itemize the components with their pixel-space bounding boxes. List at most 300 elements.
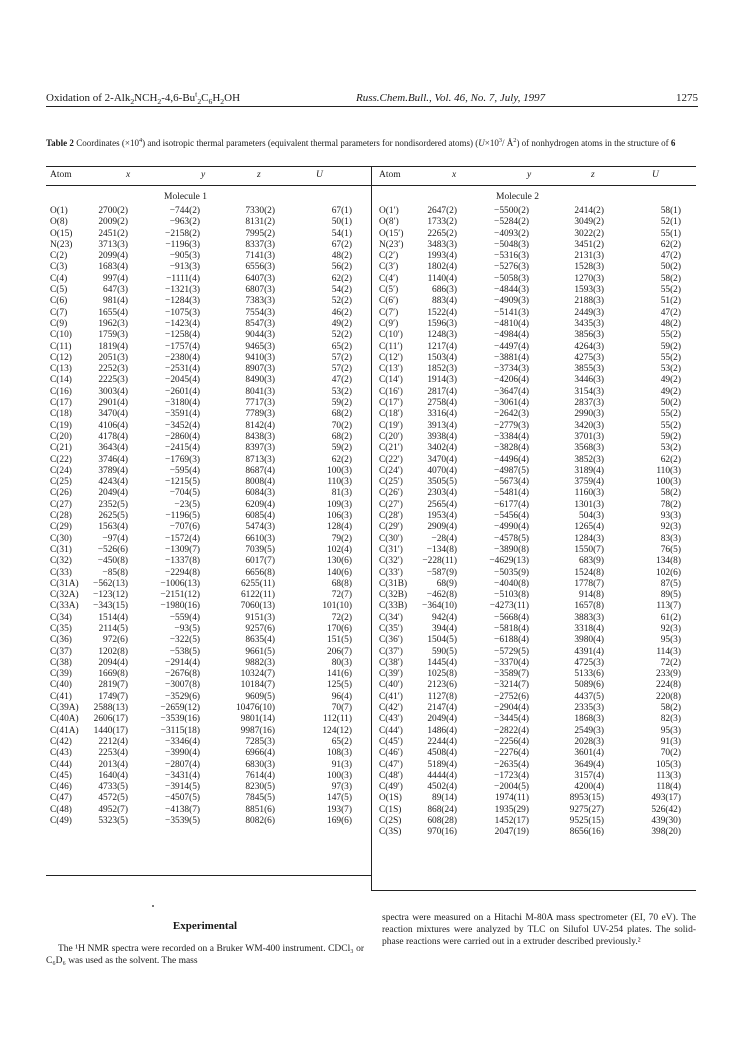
- cell-a: C(30): [50, 533, 72, 544]
- cell-z: 8713(3): [245, 454, 275, 465]
- cell-a: C(3S): [379, 827, 402, 838]
- cell-y: −5048(3): [494, 239, 529, 250]
- table-row: [50, 771, 370, 782]
- cell-z: 3189(4): [574, 465, 604, 476]
- cell-y: −3445(4): [494, 714, 529, 725]
- cell-z: 9044(3): [245, 330, 275, 341]
- cell-y: −4507(5): [165, 793, 200, 804]
- cell-a: C(5): [50, 285, 68, 296]
- cell-y: −3346(4): [165, 736, 200, 747]
- table-row: [50, 669, 370, 680]
- cell-z: 5474(3): [245, 522, 275, 533]
- cell-z: 7717(3): [245, 398, 275, 409]
- cell-a: C(38): [50, 657, 72, 668]
- cell-y: 1974(11): [494, 793, 529, 804]
- cell-x: 4070(4): [427, 465, 457, 476]
- cell-u: 62(2): [331, 273, 352, 284]
- cell-u: 55(2): [660, 409, 681, 420]
- cell-u: 141(6): [327, 669, 352, 680]
- cell-y: −5316(3): [494, 251, 529, 262]
- cell-z: 8008(4): [245, 477, 275, 488]
- cell-u: 72(7): [331, 590, 352, 601]
- table-row: [50, 601, 370, 612]
- cell-u: 59(2): [331, 398, 352, 409]
- cell-x: 1962(3): [98, 318, 128, 329]
- table-row: [379, 647, 699, 658]
- table-row: [50, 443, 370, 454]
- cell-y: −4273(11): [489, 601, 529, 612]
- cell-u: 151(5): [327, 635, 352, 646]
- cell-a: C(40A): [50, 714, 79, 725]
- cell-y: −2415(4): [165, 443, 200, 454]
- cell-x: 2049(4): [427, 714, 457, 725]
- cell-z: 8142(4): [245, 420, 275, 431]
- cell-x: 1852(3): [427, 364, 457, 375]
- table-row: [379, 760, 699, 771]
- cell-a: C(14): [50, 375, 72, 386]
- cell-a: C(26′): [379, 488, 403, 499]
- table-row: [50, 782, 370, 793]
- cell-u: 220(8): [656, 691, 681, 702]
- cell-z: 6255(11): [240, 578, 275, 589]
- cell-y: −2914(4): [165, 657, 200, 668]
- cell-z: 1868(3): [574, 714, 604, 725]
- table-row: [50, 579, 370, 590]
- cell-y: −2904(4): [494, 703, 529, 714]
- cell-u: 57(2): [331, 364, 352, 375]
- cell-a: C(39A): [50, 703, 79, 714]
- cell-y: −2642(3): [494, 409, 529, 420]
- cell-y: −3539(5): [165, 816, 200, 827]
- cell-z: 8547(3): [245, 318, 275, 329]
- cell-y: −2659(12): [160, 703, 200, 714]
- table-row: [379, 793, 699, 804]
- cell-z: 6407(3): [245, 273, 275, 284]
- cell-z: 7614(4): [245, 770, 275, 781]
- cell-z: 4391(4): [574, 646, 604, 657]
- cell-x: 970(16): [427, 827, 457, 838]
- cell-x: 394(4): [432, 623, 457, 634]
- cell-u: 54(2): [331, 285, 352, 296]
- cell-a: C(16): [50, 386, 72, 397]
- cell-x: 981(4): [103, 296, 128, 307]
- cell-z: 3883(3): [574, 612, 604, 623]
- cell-a: C(44′): [379, 725, 403, 736]
- cell-u: 72(2): [660, 657, 681, 668]
- cell-z: 8907(3): [245, 364, 275, 375]
- cell-x: 68(9): [436, 578, 457, 589]
- cell-x: 2758(4): [427, 398, 457, 409]
- cell-a: C(16′): [379, 386, 403, 397]
- table-bottom-rule-left: [46, 875, 371, 876]
- cell-x: 1504(5): [427, 635, 457, 646]
- table-row: [379, 398, 699, 409]
- cell-x: 1683(4): [98, 262, 128, 273]
- cell-a: C(7′): [379, 307, 399, 318]
- cell-u: 96(4): [331, 691, 352, 702]
- cell-x: 4444(4): [427, 770, 457, 781]
- cell-z: 2335(3): [574, 703, 604, 714]
- cell-u: 114(3): [656, 646, 681, 657]
- cell-y: −3431(4): [165, 770, 200, 781]
- cell-a: C(20): [50, 431, 72, 442]
- cell-y: −913(3): [169, 262, 200, 273]
- cell-x: 4243(4): [98, 477, 128, 488]
- cell-a: C(36′): [379, 635, 403, 646]
- cell-z: 3759(4): [574, 477, 604, 488]
- cell-y: −2531(4): [165, 364, 200, 375]
- cell-y: −4206(4): [494, 375, 529, 386]
- cell-z: 6807(3): [245, 285, 275, 296]
- table-row: [379, 387, 699, 398]
- table-row: [379, 364, 699, 375]
- cell-u: 52(2): [331, 330, 352, 341]
- cell-z: 3568(3): [574, 443, 604, 454]
- cell-u: 59(2): [660, 431, 681, 442]
- cell-z: 3022(2): [574, 228, 604, 239]
- cell-u: 72(2): [331, 612, 352, 623]
- cell-a: N(23′): [379, 239, 404, 250]
- cell-u: 52(2): [331, 296, 352, 307]
- cell-u: 108(3): [327, 748, 352, 759]
- cell-a: C(10): [50, 330, 72, 341]
- table-row: [379, 805, 699, 816]
- cell-x: 1217(4): [427, 341, 457, 352]
- cell-a: C(5′): [379, 285, 399, 296]
- col-atom-right: Atom: [379, 170, 401, 180]
- cell-u: 493(17): [651, 793, 681, 804]
- cell-u: 113(3): [656, 770, 681, 781]
- cell-a: C(39′): [379, 669, 403, 680]
- table-row: [379, 274, 699, 285]
- table-row: [50, 624, 370, 635]
- table-row: [379, 251, 699, 262]
- cell-a: C(48): [50, 804, 72, 815]
- cell-z: 7285(3): [245, 736, 275, 747]
- cell-x: 1127(8): [427, 691, 457, 702]
- cell-u: 147(5): [327, 793, 352, 804]
- table-row: [50, 714, 370, 725]
- molecule-1-rows: [50, 206, 370, 827]
- cell-y: −4909(3): [494, 296, 529, 307]
- cell-x: −343(15): [93, 601, 128, 612]
- cell-y: −2779(3): [494, 420, 529, 431]
- table-row: [379, 579, 699, 590]
- cell-a: C(42′): [379, 703, 403, 714]
- cell-z: 1284(3): [574, 533, 604, 544]
- cell-x: −28(4): [431, 533, 457, 544]
- cell-x: 4572(5): [98, 793, 128, 804]
- cell-x: 1522(4): [427, 307, 457, 318]
- cell-z: 3856(3): [574, 330, 604, 341]
- cell-z: 8438(3): [245, 431, 275, 442]
- cell-y: −4990(4): [494, 522, 529, 533]
- cell-x: −562(13): [93, 578, 128, 589]
- cell-y: −2276(4): [494, 748, 529, 759]
- cell-y: −5481(4): [494, 488, 529, 499]
- table-row: [379, 703, 699, 714]
- cell-u: 110(3): [656, 465, 681, 476]
- cell-x: 2588(13): [93, 703, 128, 714]
- cell-a: C(39): [50, 669, 72, 680]
- table-row: [50, 534, 370, 545]
- cell-x: −462(8): [426, 590, 457, 601]
- cell-x: −85(8): [102, 567, 128, 578]
- cell-z: 2188(3): [574, 296, 604, 307]
- table-row: [50, 590, 370, 601]
- cell-u: 193(7): [327, 804, 352, 815]
- table-row: [379, 443, 699, 454]
- table-row: [50, 387, 370, 398]
- cell-u: 48(2): [331, 251, 352, 262]
- cell-z: 1550(7): [574, 544, 604, 555]
- cell-y: −1075(3): [165, 307, 200, 318]
- cell-x: 2303(4): [427, 488, 457, 499]
- cell-z: 8687(4): [245, 465, 275, 476]
- table-row: [50, 274, 370, 285]
- table-row: [50, 760, 370, 771]
- table-row: [379, 488, 699, 499]
- cell-u: 70(2): [331, 420, 352, 431]
- table-row: [379, 624, 699, 635]
- cell-u: 65(2): [331, 736, 352, 747]
- cell-a: C(41A): [50, 725, 79, 736]
- cell-a: C(31′): [379, 544, 403, 555]
- header-page-number: 1275: [676, 92, 698, 104]
- cell-y: 1935(29): [494, 804, 529, 815]
- cell-a: O(15): [50, 228, 73, 239]
- cell-a: C(18′): [379, 409, 403, 420]
- cell-a: C(35′): [379, 623, 403, 634]
- cell-a: C(11): [50, 341, 72, 352]
- cell-x: 3316(4): [427, 409, 457, 420]
- cell-a: C(49′): [379, 782, 403, 793]
- cell-z: 7554(3): [245, 307, 275, 318]
- table-row: [50, 613, 370, 624]
- cell-x: 4508(4): [427, 748, 457, 759]
- table-row: [50, 251, 370, 262]
- cell-x: 2013(4): [98, 759, 128, 770]
- cell-y: −905(3): [169, 251, 200, 262]
- cell-y: −4093(2): [494, 228, 529, 239]
- table-row: [50, 556, 370, 567]
- cell-u: 53(2): [660, 364, 681, 375]
- cell-y: 2047(19): [494, 827, 529, 838]
- cell-y: −595(4): [169, 465, 200, 476]
- cell-y: −93(5): [174, 623, 200, 634]
- cell-a: C(22): [50, 454, 72, 465]
- cell-u: 46(2): [331, 307, 352, 318]
- cell-x: 1202(8): [98, 646, 128, 657]
- cell-x: 2352(5): [98, 499, 128, 510]
- cell-x: 2051(3): [98, 352, 128, 363]
- cell-z: 1528(3): [574, 262, 604, 273]
- cell-x: −364(10): [422, 601, 457, 612]
- cell-u: 224(8): [656, 680, 681, 691]
- cell-u: 128(4): [327, 522, 352, 533]
- cell-z: 3701(3): [574, 431, 604, 442]
- cell-y: −1337(8): [165, 556, 200, 567]
- cell-x: 1749(7): [98, 691, 128, 702]
- cell-x: 3003(4): [98, 386, 128, 397]
- cell-x: 4106(4): [98, 420, 128, 431]
- cell-a: C(28′): [379, 511, 403, 522]
- cell-u: 50(2): [660, 262, 681, 273]
- cell-x: 2252(3): [98, 364, 128, 375]
- cell-z: 8851(6): [245, 804, 275, 815]
- cell-u: 92(3): [660, 522, 681, 533]
- table-row: [50, 477, 370, 488]
- cell-a: C(30′): [379, 533, 403, 544]
- table-row: [50, 511, 370, 522]
- cell-y: −1196(3): [165, 239, 200, 250]
- cell-x: 2451(2): [98, 228, 128, 239]
- cell-u: 82(3): [660, 714, 681, 725]
- cell-x: 2819(7): [98, 680, 128, 691]
- table-caption: Table 2 Coordinates $(\times 10^4)$ and isotropic thermal parameters (equivalent thermal parameters for nondisordered atoms) ($U\times 10^3/$ $Å^2$) of nonhydrogen atoms in the structure of 6: [46, 137, 676, 148]
- cell-a: C(29′): [379, 522, 403, 533]
- cell-x: 3483(3): [427, 239, 457, 250]
- cell-u: 47(2): [660, 251, 681, 262]
- cell-u: 55(1): [660, 228, 681, 239]
- cell-y: −538(5): [169, 646, 200, 657]
- cell-z: 8082(6): [245, 816, 275, 827]
- table-row: [50, 296, 370, 307]
- cell-u: 57(2): [331, 352, 352, 363]
- cell-y: −3990(4): [165, 748, 200, 759]
- molecule-2-rows: [379, 206, 699, 839]
- cell-u: 83(3): [660, 533, 681, 544]
- cell-u: 54(1): [331, 228, 352, 239]
- cell-a: C(46′): [379, 748, 403, 759]
- table-row: [50, 409, 370, 420]
- cell-z: 6209(4): [245, 499, 275, 510]
- cell-u: 79(2): [331, 533, 352, 544]
- table-row: [50, 285, 370, 296]
- cell-a: C(2): [50, 251, 68, 262]
- table-row: [379, 658, 699, 669]
- table-row: [379, 342, 699, 353]
- cell-y: −5500(2): [494, 206, 529, 216]
- cell-x: 2700(2): [98, 206, 128, 216]
- table-row: [50, 692, 370, 703]
- cell-u: 50(2): [660, 398, 681, 409]
- cell-a: C(36): [50, 635, 72, 646]
- cell-u: 55(2): [660, 285, 681, 296]
- table-row: [50, 568, 370, 579]
- cell-x: −97(4): [102, 533, 128, 544]
- col-u-left: U: [316, 170, 323, 180]
- cell-z: 3318(4): [574, 623, 604, 634]
- cell-x: 1759(3): [98, 330, 128, 341]
- page-speck: [152, 905, 154, 907]
- cell-a: C(40′): [379, 680, 403, 691]
- table-row: [379, 285, 699, 296]
- cell-z: 9151(3): [245, 612, 275, 623]
- cell-z: 6656(8): [245, 567, 275, 578]
- table-row: [379, 477, 699, 488]
- cell-a: C(29): [50, 522, 72, 533]
- table-row: [50, 421, 370, 432]
- cell-z: 3601(4): [574, 748, 604, 759]
- cell-a: O(1): [50, 206, 68, 216]
- cell-y: −1321(3): [165, 285, 200, 296]
- cell-z: 1270(3): [574, 273, 604, 284]
- table-row: [379, 782, 699, 793]
- cell-u: 140(6): [327, 567, 352, 578]
- cell-u: 52(1): [660, 217, 681, 228]
- cell-y: −6188(4): [494, 635, 529, 646]
- cell-y: −5058(3): [494, 273, 529, 284]
- cell-z: 6084(3): [245, 488, 275, 499]
- cell-y: −322(5): [169, 635, 200, 646]
- cell-u: 95(3): [660, 725, 681, 736]
- table-row: [379, 613, 699, 624]
- table-row: [379, 330, 699, 341]
- table-row: [379, 217, 699, 228]
- cell-y: −1769(3): [165, 454, 200, 465]
- cell-a: C(45′): [379, 736, 403, 747]
- experimental-text-left: The ¹H NMR spectra were recorded on a Bruker WM-400 instrument. CDCl₃ or C₆D₆ was used as the solvent. The mass: [46, 944, 364, 966]
- cell-x: 883(4): [432, 296, 457, 307]
- table-row: [379, 748, 699, 759]
- table-row: [50, 703, 370, 714]
- cell-a: O(15′): [379, 228, 404, 239]
- table-row: [50, 398, 370, 409]
- cell-z: 683(9): [579, 556, 604, 567]
- cell-x: 1655(4): [98, 307, 128, 318]
- cell-y: −2158(2): [165, 228, 200, 239]
- cell-z: 6610(3): [245, 533, 275, 544]
- cell-z: 8337(3): [245, 239, 275, 250]
- cell-z: 504(3): [579, 511, 604, 522]
- cell-u: 102(4): [327, 544, 352, 555]
- cell-y: −1723(4): [494, 770, 529, 781]
- cell-a: C(14′): [379, 375, 403, 386]
- cell-u: 106(3): [327, 511, 352, 522]
- cell-z: 914(8): [579, 590, 604, 601]
- table-row: [50, 432, 370, 443]
- cell-a: C(27′): [379, 499, 403, 510]
- cell-z: 9882(3): [245, 657, 275, 668]
- cell-z: 4437(5): [574, 691, 604, 702]
- cell-a: O(1′): [379, 206, 399, 216]
- cell-y: −1980(16): [160, 601, 200, 612]
- table-row: [50, 353, 370, 364]
- col-y-right: y: [527, 170, 532, 180]
- cell-u: 134(8): [656, 556, 681, 567]
- cell-z: 4725(3): [574, 657, 604, 668]
- cell-u: 70(2): [660, 748, 681, 759]
- cell-u: 62(2): [660, 454, 681, 465]
- cell-a: O(8): [50, 217, 68, 228]
- cell-x: 2625(5): [98, 511, 128, 522]
- cell-y: −1309(7): [165, 544, 200, 555]
- table-row: [50, 466, 370, 477]
- table-row: [379, 206, 699, 217]
- cell-a: C(49): [50, 816, 72, 827]
- cell-y: −1258(4): [165, 330, 200, 341]
- table-row: [379, 556, 699, 567]
- cell-y: −707(6): [169, 522, 200, 533]
- cell-u: 67(1): [331, 206, 352, 216]
- table-row: [50, 206, 370, 217]
- table-row: [379, 545, 699, 556]
- cell-a: C(43): [50, 748, 72, 759]
- cell-z: 6085(4): [245, 511, 275, 522]
- cell-y: −5673(4): [494, 477, 529, 488]
- cell-x: 4502(4): [427, 782, 457, 793]
